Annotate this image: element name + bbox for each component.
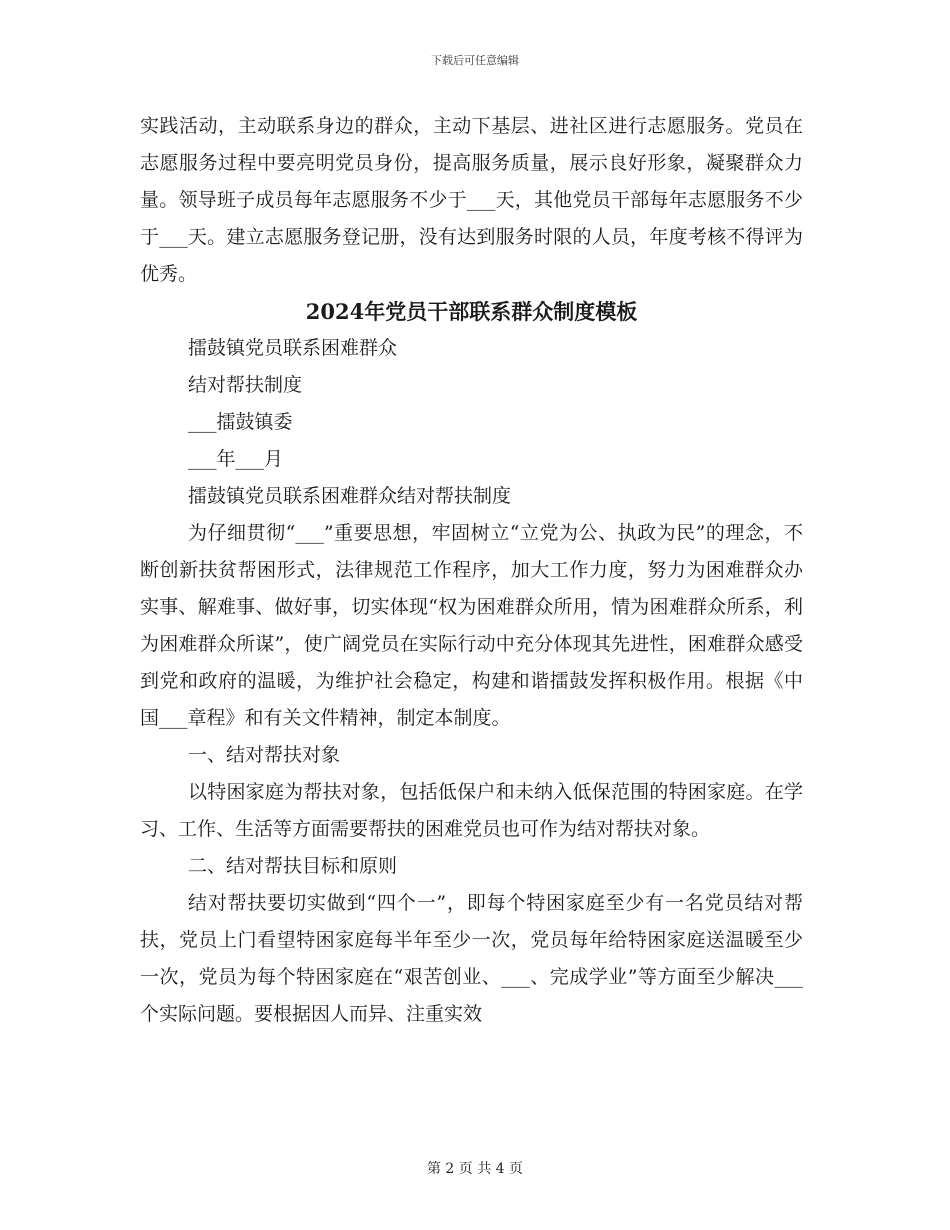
- date-line: ___年___月: [188, 448, 284, 470]
- section-2-text: 结对帮扶要切实做到“四个一”，即每个特困家庭至少有一名党员结对帮扶，党员上门看望特困家庭每半年至少一次，党员每年给特困家庭送温暖至少一次，党员为每个特困家庭在“艰苦创业、___、完成学业”等方面至少解决___个实际问题。要根据因人而异、注重实效: [140, 892, 803, 1025]
- subtitle-line-2: 结对帮扶制度: [188, 374, 303, 396]
- document-body: [140, 108, 803, 1033]
- section-2-heading: 二、结对帮扶目标和原则: [188, 855, 398, 877]
- carryover-paragraph: 实践活动，主动联系身边的群众，主动下基层、进社区进行志愿服务。党员在志愿服务过程中要亮明党员身份，提高服务质量，展示良好形象，凝聚群众力量。领导班子成员每年志愿服务不少于___天，其他党员干部每年志愿服务不少于___天。建立志愿服务登记册，没有达到服务时限的人员，年度考核不得评为优秀。: [140, 115, 803, 285]
- regulation-title-line: 擂鼓镇党员联系困难群众结对帮扶制度: [188, 485, 512, 507]
- intro-paragraph: 为仔细贯彻“___”重要思想，牢固树立“立党为公、执政为民”的理念，不断创新扶贫帮困形式，法律规范工作程序，加大工作力度，努力为困难群众办实事、解难事、做好事，切实体现“权为困难群众所用，情为困难群众所系，利为困难群众所谋”，使广阔党员在实际行动中充分体现其先进性，困难群众感受到党和政府的温暖，为维护社会稳定，构建和谐擂鼓发挥积极作用。根据《中国___章程》和有关文件精神，制定本制度。: [140, 522, 803, 729]
- document-title: 2024年党员干部联系群众制度模板: [305, 299, 638, 324]
- issuer-line: ___擂鼓镇委: [188, 411, 293, 433]
- section-1-text: 以特困家庭为帮扶对象，包括低保户和未纳入低保范围的特困家庭。在学习、工作、生活等方面需要帮扶的困难党员也可作为结对帮扶对象。: [140, 781, 803, 840]
- section-1-heading: 一、结对帮扶对象: [188, 744, 341, 766]
- subtitle-line-1: 擂鼓镇党员联系困难群众: [188, 337, 398, 359]
- page-footer: 第 2 页 共 4 页: [426, 1161, 524, 1177]
- page-header: 下载后可任意编辑: [431, 54, 519, 67]
